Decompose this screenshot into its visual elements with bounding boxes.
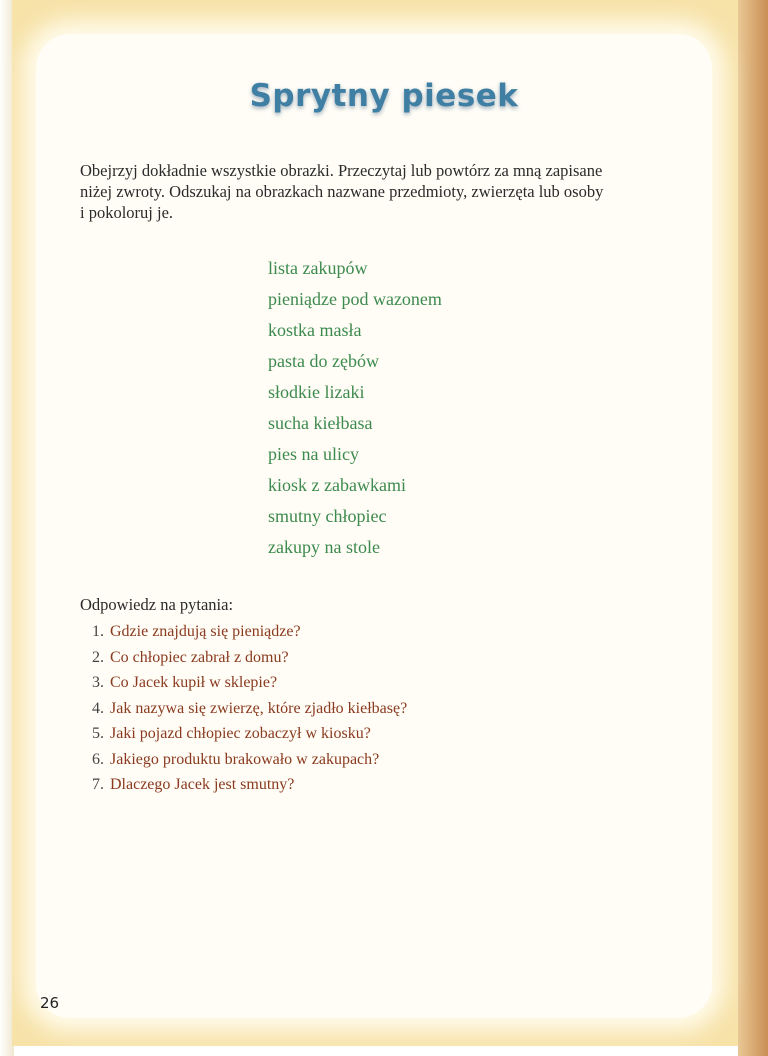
vocabulary-item: smutny chłopiec: [268, 506, 387, 526]
question-item: [92, 672, 407, 698]
question-item: [92, 647, 407, 673]
instructions-line: Obejrzyj dokładnie wszystkie obrazki. Przeczytaj lub powtórz za mną zapisane: [80, 161, 603, 180]
vocabulary-item: sucha kiełbasa: [268, 413, 373, 433]
question-text: Co chłopiec zabrał z domu?: [110, 648, 289, 666]
vocabulary-item: pieniądze pod wazonem: [268, 289, 442, 309]
question-text: Jaki pojazd chłopiec zobaczył w kiosku?: [110, 725, 371, 742]
question-number: 3.: [92, 674, 104, 691]
question-number: 6.: [92, 750, 104, 768]
page-title: Sprytny piesek: [249, 78, 519, 114]
vocabulary-item: pies na ulicy: [268, 444, 359, 464]
question-item: [92, 723, 407, 749]
questions-heading: Odpowiedz na pytania:: [80, 595, 234, 614]
vocabulary-list: [268, 256, 442, 566]
question-number: 2.: [92, 648, 104, 666]
instructions-line: i pokoloruj je.: [80, 203, 174, 222]
question-text: Dlaczego Jacek jest smutny?: [110, 776, 295, 793]
question-number: 5.: [92, 725, 104, 742]
question-text: Gdzie znajdują się pieniądze?: [110, 623, 301, 640]
question-item: [92, 774, 407, 800]
vocabulary-item: zakupy na stole: [268, 537, 380, 557]
vocabulary-item: kiosk z zabawkami: [268, 475, 406, 495]
vocabulary-item: lista zakupów: [268, 258, 368, 278]
question-item: [92, 749, 407, 775]
question-text: Co Jacek kupił w sklepie?: [110, 674, 278, 691]
question-number: 7.: [92, 776, 104, 793]
question-item: [92, 621, 407, 647]
question-text: Jakiego produktu brakowało w zakupach?: [110, 750, 380, 768]
book-binding-edge: [738, 0, 768, 1056]
question-item: [92, 698, 407, 724]
questions-list: [92, 621, 407, 800]
vocabulary-item: pasta do zębów: [268, 351, 379, 371]
instructions-line: niżej zwroty. Odszukaj na obrazkach nazwane przedmioty, zwierzęta lub osoby: [80, 182, 604, 201]
question-number: 1.: [92, 623, 104, 640]
instructions-paragraph: [80, 160, 680, 223]
vocabulary-item: kostka masła: [268, 320, 362, 340]
vocabulary-item: słodkie lizaki: [268, 382, 365, 402]
question-number: 4.: [92, 699, 104, 717]
question-text: Jak nazywa się zwierzę, które zjadło kiełbasę?: [110, 699, 408, 717]
page-number: 26: [40, 994, 60, 1012]
